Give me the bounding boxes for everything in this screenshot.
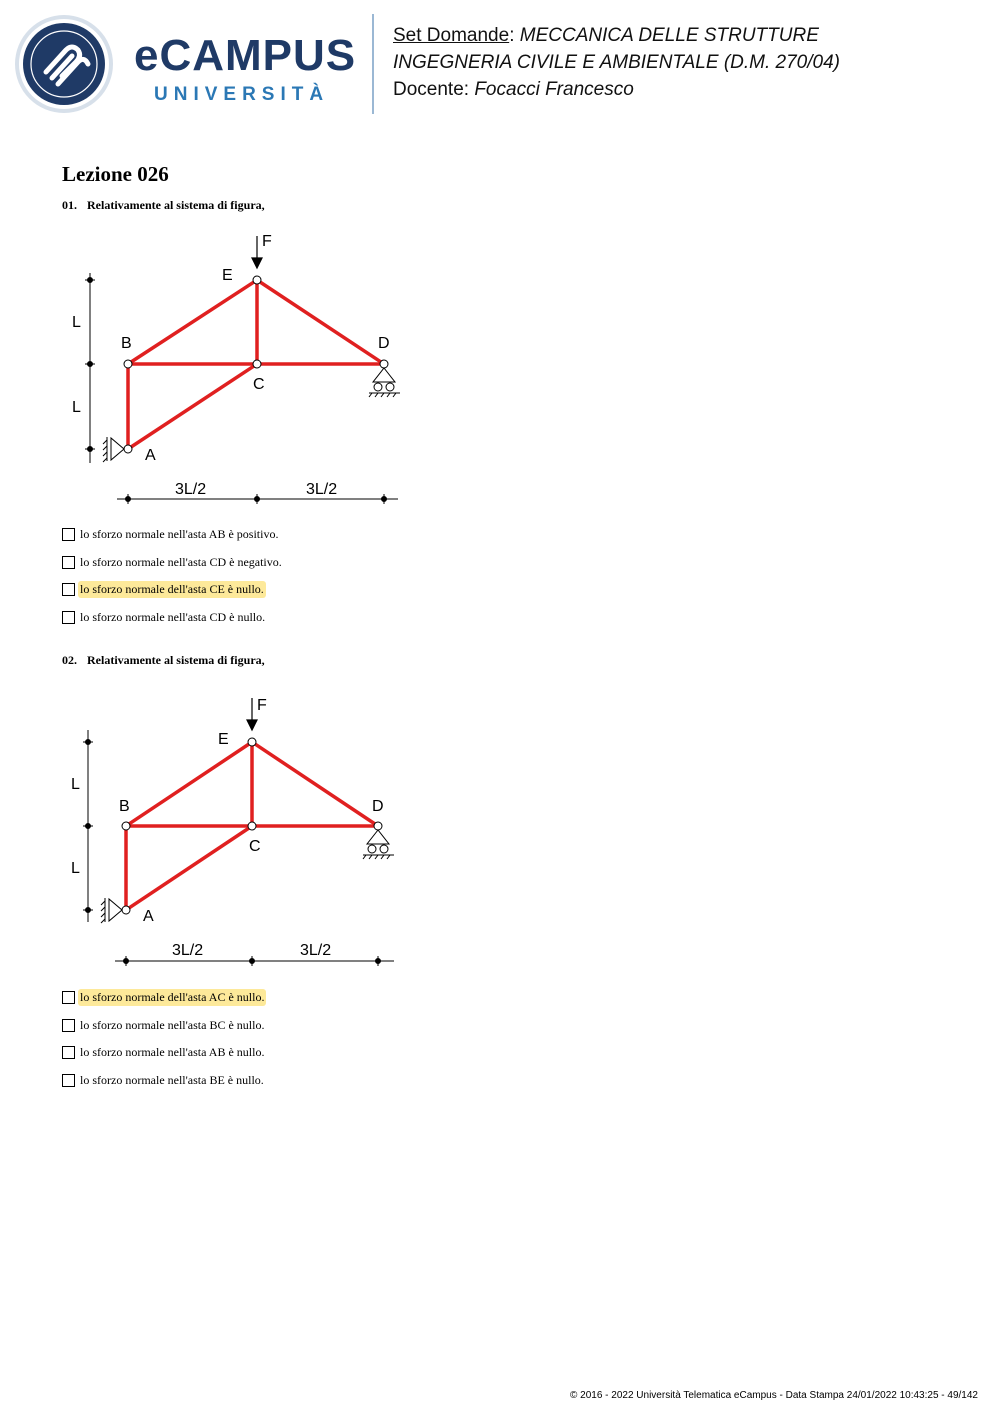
node-e-label: E bbox=[222, 267, 233, 284]
header-divider bbox=[372, 14, 374, 114]
course-info: Set Domande: MECCANICA DELLE STRUTTURE INGEGNERIA CIVILE E AMBIENTALE (D.M. 270/04) Docente: Focacci Francesco bbox=[393, 25, 840, 100]
question-number: 02. bbox=[62, 653, 77, 667]
dim-height-label: L bbox=[71, 776, 80, 793]
answer-checkbox[interactable] bbox=[62, 991, 75, 1004]
question-text: Relativamente al sistema di figura, bbox=[87, 653, 265, 667]
answer-text: lo sforzo normale nell'asta AB è nullo. bbox=[80, 1045, 265, 1060]
question-number: 01. bbox=[62, 198, 77, 212]
teacher-name: Focacci Francesco bbox=[474, 79, 634, 100]
answer-text: lo sforzo normale nell'asta BC è nullo. bbox=[80, 1017, 265, 1032]
force-label: F bbox=[262, 233, 272, 250]
degree-title: INGEGNERIA CIVILE E AMBIENTALE (D.M. 270/04) bbox=[393, 52, 840, 73]
answer-checkbox[interactable] bbox=[62, 583, 75, 596]
node-e-label: E bbox=[218, 731, 229, 748]
node-a-label: A bbox=[143, 908, 154, 925]
dim-height-label: L bbox=[72, 314, 81, 331]
node-d-label: D bbox=[378, 335, 390, 352]
node-d-label: D bbox=[372, 798, 384, 815]
truss-figure-1 bbox=[60, 228, 410, 513]
answer-text: lo sforzo normale nell'asta AB è positivo. bbox=[80, 527, 279, 541]
node-c-label: C bbox=[253, 376, 265, 393]
answer-checkbox[interactable] bbox=[62, 556, 75, 569]
dim-span-label: 3L/2 bbox=[172, 942, 204, 959]
dim-span-label: 3L/2 bbox=[306, 481, 338, 498]
node-b-label: B bbox=[119, 798, 130, 815]
answer-text: lo sforzo normale nell'asta CD è negativo. bbox=[80, 554, 282, 569]
ecampus-logo-icon bbox=[14, 14, 114, 114]
set-label: Set Domande bbox=[393, 25, 510, 46]
logo bbox=[14, 14, 359, 116]
answer-text-highlighted: lo sforzo normale dell'asta AC è nullo. bbox=[80, 990, 265, 1004]
answer-checkbox[interactable] bbox=[62, 1019, 75, 1032]
answer-checkbox[interactable] bbox=[62, 611, 75, 624]
brand-subtitle: UNIVERSITÀ bbox=[154, 84, 330, 105]
force-label: F bbox=[257, 697, 267, 714]
answer-checkbox[interactable] bbox=[62, 1046, 75, 1059]
answer-text-highlighted: lo sforzo normale dell'asta CE è nullo. bbox=[80, 582, 264, 597]
node-a-label: A bbox=[145, 447, 156, 464]
question-2 bbox=[62, 653, 265, 668]
course-title: MECCANICA DELLE STRUTTURE bbox=[519, 25, 819, 46]
question-text: Relativamente al sistema di figura, bbox=[87, 198, 265, 212]
teacher-label: Docente: bbox=[393, 79, 470, 100]
dim-span-label: 3L/2 bbox=[300, 942, 332, 959]
lesson-title: Lezione 026 bbox=[62, 162, 169, 186]
answer-text: lo sforzo normale nell'asta CD è nullo. bbox=[80, 609, 266, 624]
dim-height-label: L bbox=[71, 860, 80, 877]
node-b-label: B bbox=[121, 335, 132, 352]
dim-span-label: 3L/2 bbox=[175, 481, 207, 498]
node-c-label: C bbox=[249, 838, 261, 855]
question-1 bbox=[62, 198, 265, 213]
brand-name: eCAMPUS bbox=[134, 31, 357, 80]
answer-text: lo sforzo normale nell'asta BE è nullo. bbox=[80, 1072, 264, 1087]
truss-figure-2 bbox=[60, 692, 410, 977]
dim-height-label: L bbox=[72, 399, 81, 416]
page-footer: © 2016 - 2022 Università Telematica eCampus - Data Stampa 24/01/2022 10:43:25 - 49/142 bbox=[570, 1390, 978, 1401]
answer-checkbox[interactable] bbox=[62, 1074, 75, 1087]
answer-checkbox[interactable] bbox=[62, 528, 75, 541]
